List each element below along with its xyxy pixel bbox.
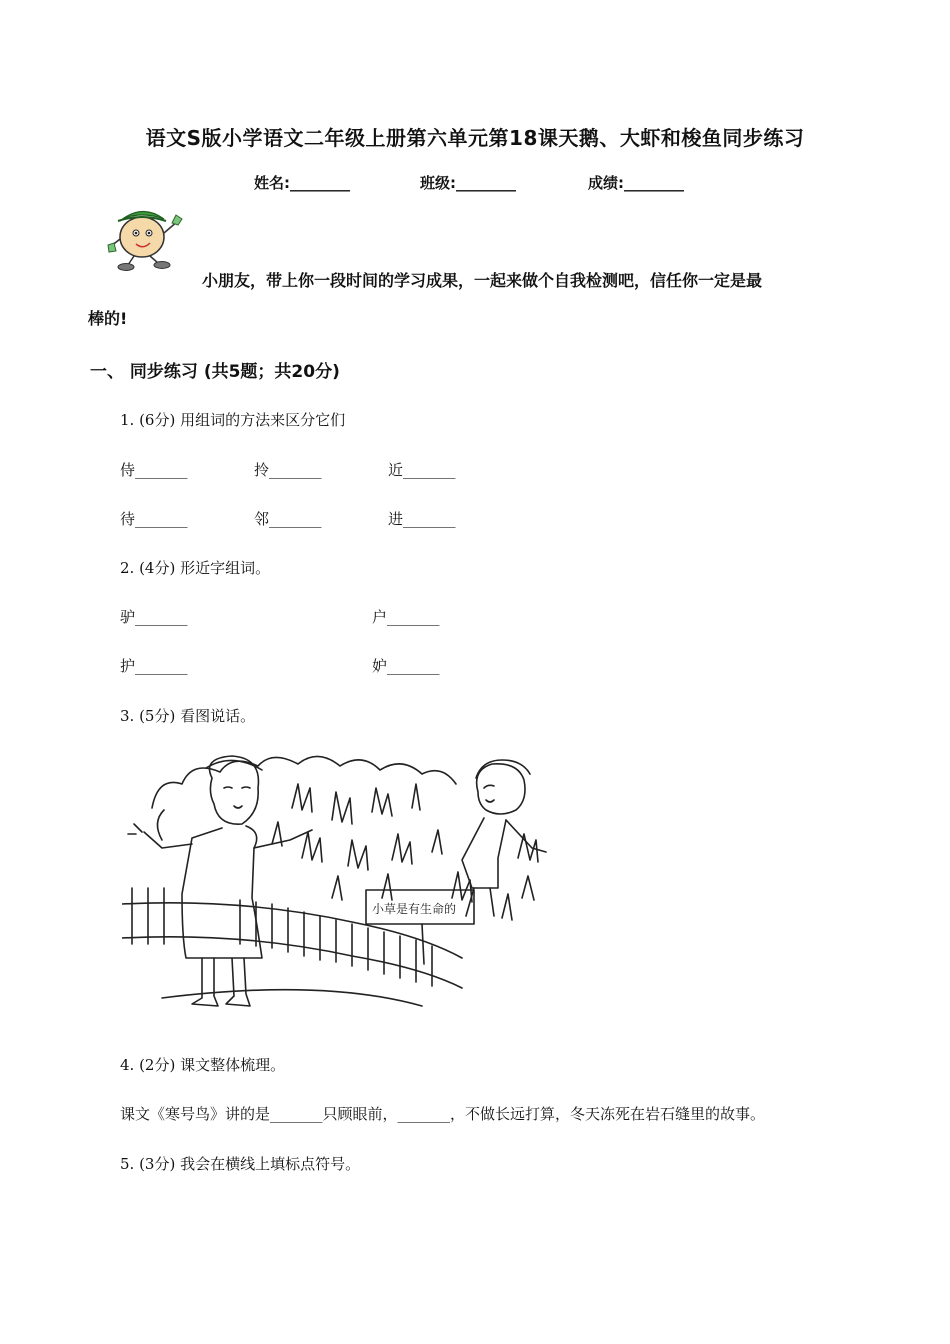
q2-blank-2[interactable]: 户_______ [372,608,440,626]
q2-blank-3[interactable]: 护_______ [120,657,188,675]
q1-blank-6[interactable]: 进_______ [388,510,456,528]
q3-picture [122,748,552,1010]
q1-blank-4[interactable]: 待_______ [120,510,188,528]
section-heading: 一、 同步练习 (共5题；共20分) [90,362,340,382]
class-field: 班级:________ [420,174,516,192]
q4-text: 课文《寒号鸟》讲的是_______只顾眼前，_______，不做长远打算，冬天冻死在岩石缝里的故事。 [120,1105,766,1123]
q1-blank-3[interactable]: 近_______ [388,461,456,479]
q1-blank-5[interactable]: 邻_______ [254,510,322,528]
q1-blank-2[interactable]: 拎_______ [254,461,322,479]
mascot-illustration [106,203,188,273]
question-1-stem: 1. (6分) 用组词的方法来区分它们 [120,411,346,429]
q3-sign-text: 小草是有生命的 [372,902,457,916]
name-field: 姓名:________ [254,174,350,192]
question-3-stem: 3. (5分) 看图说话。 [120,707,256,725]
score-field: 成绩:________ [588,174,684,192]
q2-blank-4[interactable]: 妒_______ [372,657,440,675]
q1-blank-1[interactable]: 侍_______ [120,461,188,479]
intro-line-1: 小朋友，带上你一段时间的学习成果，一起来做个自我检测吧，信任你一定是最 [202,271,763,290]
question-5-stem: 5. (3分) 我会在横线上填标点符号。 [120,1155,361,1173]
intro-line-2: 棒的! [88,309,128,328]
question-4-stem: 4. (2分) 课文整体梳理。 [120,1056,286,1074]
page-title: 语文S版小学语文二年级上册第六单元第18课天鹅、大虾和梭鱼同步练习 [145,126,805,150]
question-2-stem: 2. (4分) 形近字组词。 [120,559,271,577]
q2-blank-1[interactable]: 驴_______ [120,608,188,626]
